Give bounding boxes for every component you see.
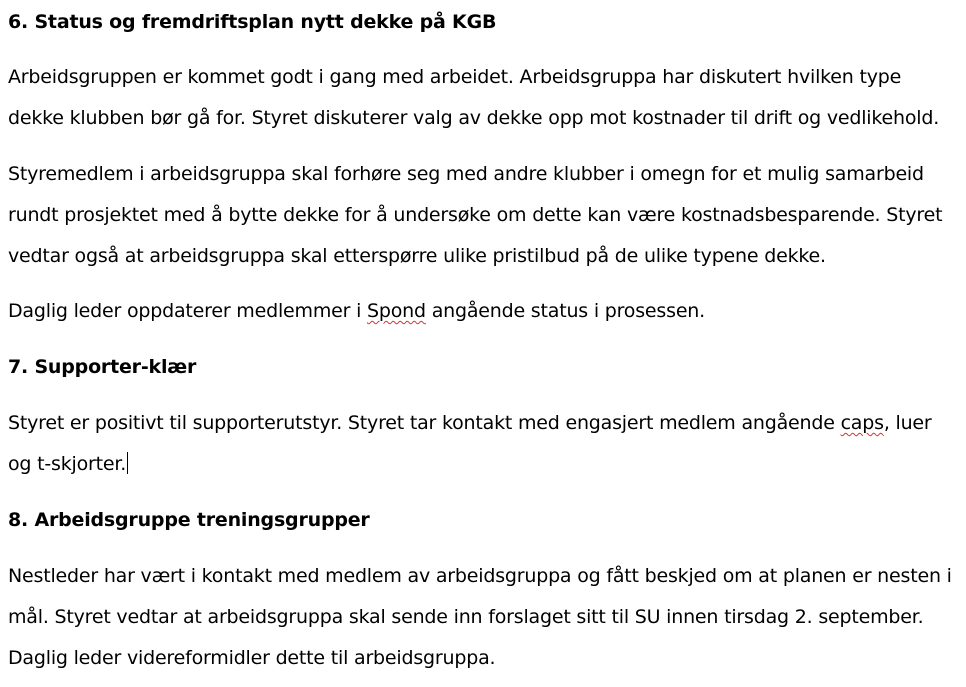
paragraph-7-1[interactable]: [8, 403, 958, 485]
paragraph-text: angående status i prosessen.: [425, 300, 705, 322]
section-heading-7: 7. Supporter-klær: [8, 356, 197, 378]
paragraph-6-1[interactable]: Arbeidsgruppen er kommet godt i gang med arbeidet. Arbeidsgruppa har diskutert hvilken type dekke klubben bør gå for. Styret diskuterer valg av dekke opp mot kostnader til drift og vedlikehold.: [8, 66, 940, 129]
paragraph-text: , luer og t-skjorter.: [8, 412, 932, 475]
section-heading-6: 6. Status og fremdriftsplan nytt dekke på KGB: [8, 11, 497, 33]
paragraph-text: Styret er positivt til supporterutstyr. Styret tar kontakt med engasjert medlem angående: [8, 412, 841, 434]
section-heading-8: 8. Arbeidsgruppe treningsgrupper: [8, 509, 370, 531]
paragraph-6-3[interactable]: [8, 291, 705, 332]
paragraph-6-2[interactable]: Styremedlem i arbeidsgruppa skal forhøre seg med andre klubber i omegn for et mulig samarbeid rundt prosjektet med å bytte dekke for å undersøke om dette kan være kostnadsbesparende. Styret vedtar også at arbeidsgruppa skal etterspørre ulike pristilbud på de ulike typene dekke.: [8, 163, 943, 267]
spellcheck-flagged-word[interactable]: caps: [840, 412, 884, 434]
spellcheck-flagged-word[interactable]: Spond: [367, 300, 426, 322]
paragraph-text: Daglig leder oppdaterer medlemmer i: [8, 300, 367, 322]
paragraph-8-1[interactable]: Nestleder har vært i kontakt med medlem av arbeidsgruppa og fått beskjed om at planen er nesten i mål. Styret vedtar at arbeidsgruppa skal sende inn forslaget sitt til SU innen tirsdag 2. september. Daglig leder videreformidler dette til arbeidsgruppa.: [8, 565, 952, 669]
text-cursor: [127, 452, 128, 474]
